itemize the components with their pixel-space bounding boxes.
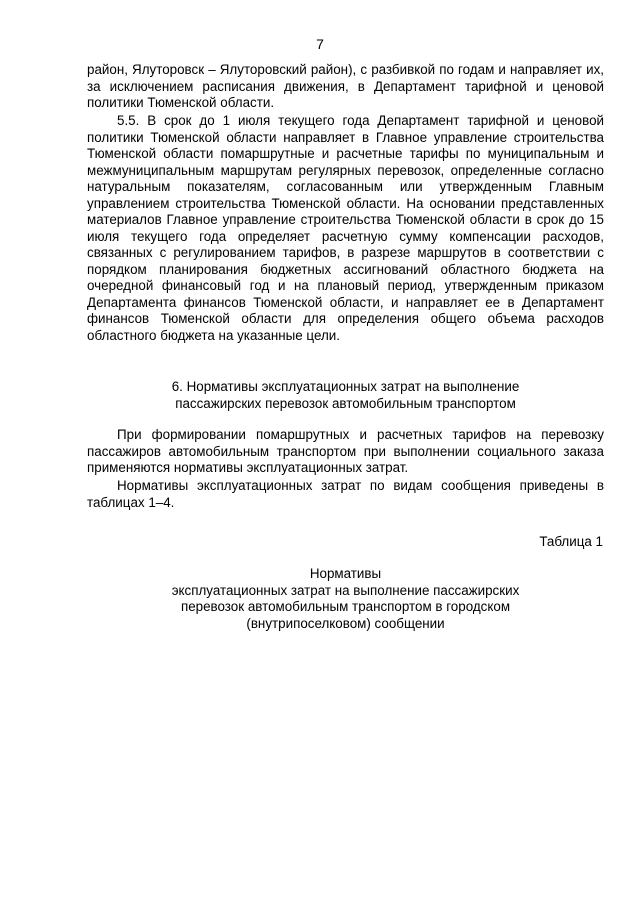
table-label: Таблица 1 [539,534,603,549]
table-title-line-4: (внутрипоселковом) сообщении [246,615,445,631]
table-title-line-1: Нормативы [309,566,382,581]
paragraph-tariff-formation: При формировании помаршрутных и расчетных тарифов на перевозку пассажиров автомобильным транспортом при выполнении социального заказа применяются нормативы эксплуатационных затрат. [87,427,604,475]
table-title-line-3: перевозок автомобильным транспортом в городском [180,599,511,614]
section-heading-line-1: 6. Нормативы эксплуатационных затрат на выполнение [171,379,520,394]
page-number: 7 [316,36,324,52]
paragraph-norms-tables: Нормативы эксплуатационных затрат по видам сообщения приведены в таблицах 1–4. [87,478,604,510]
table-title-line-2: эксплуатационных затрат на выполнение пассажирских [171,582,520,598]
paragraph-5-5: 5.5. В срок до 1 июля текущего года Департамент тарифной и ценовой политики Тюменской области направляет в Главное управление строительства Тюменской области помаршрутные и расчетные тарифы по муниципальным и межмуниципальным маршрутам регулярных перевозок, определенные согласно натуральным показателям, согласованным или утвержденным Главным управлением строительства Тюменской области. На основании представленных материалов Главное управление строительства Тюменской области в срок до 15 июля текущего года определяет расчетную сумму компенсации расходов, связанных с регулированием тарифов, в разрезе маршрутов в соответствии с порядком планирования бюджетных ассигнований областного бюджета на очередной финансовый год и на плановый период, утвержденным приказом Департамента финансов Тюменской области, и направляет ее в Департамент финансов Тюменской области для определения общего объема расходов областного бюджета на указанные цели. [87,113,604,343]
section-heading [87,379,604,412]
paragraph-continuation: район, Ялуторовск – Ялуторовский район), с разбивкой по годам и направляет их, за исключением расписания движения, в Департамент тарифной и ценовой политики Тюменской области. [87,62,604,110]
section-heading-line-2: пассажирских перевозок автомобильным транспортом [175,395,516,411]
table-title [87,566,604,632]
